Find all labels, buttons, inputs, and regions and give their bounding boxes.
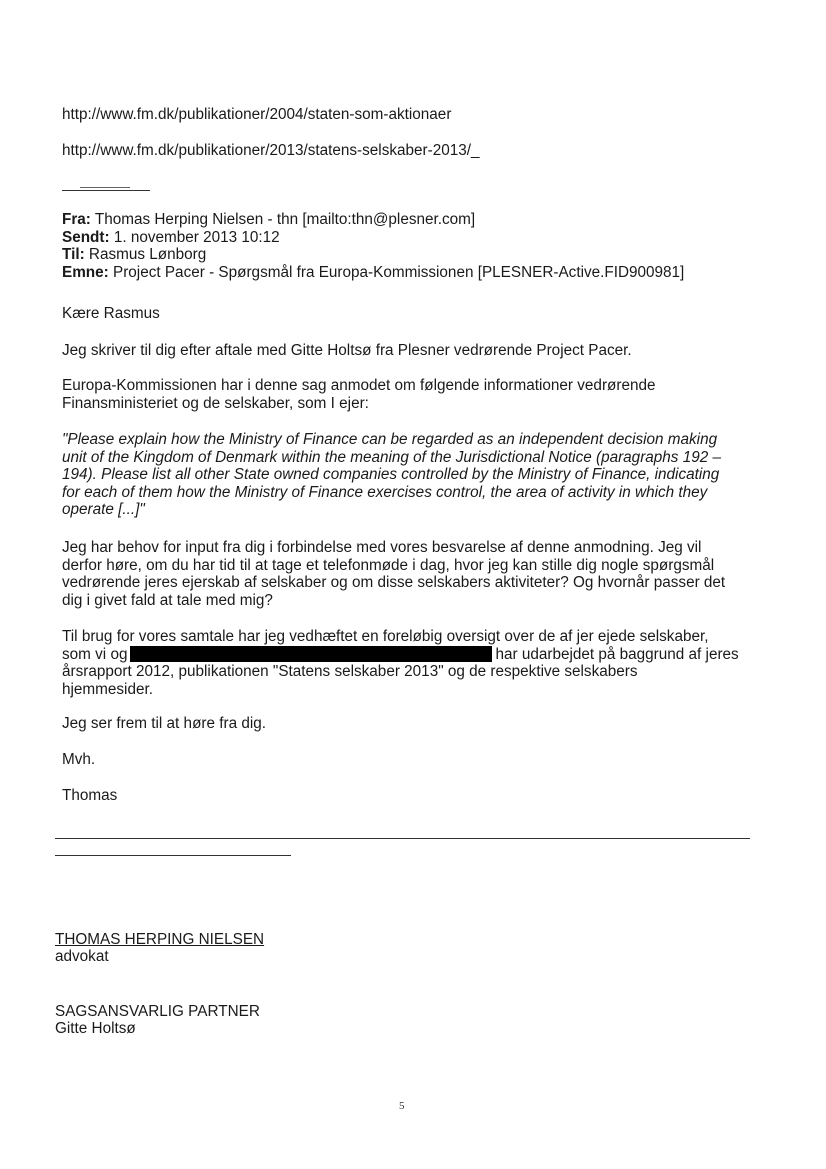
body-line: vedrørende jeres ejerskab af selskaber og om disse selskabers aktiviteter? Og hvornår passer det: [62, 574, 726, 591]
body-line: Jeg har behov for input fra dig i forbindelse med vores besvarelse af denne anmodning. Jeg vil: [62, 539, 702, 556]
quoted-request: [62, 431, 721, 519]
separator-medium: [55, 855, 291, 856]
signature-name[interactable]: THOMAS HERPING NIELSEN: [55, 931, 265, 948]
partner-label: SAGSANSVARLIG PARTNER: [55, 1003, 260, 1020]
sent-line: Sendt: 1. november 2013 10:12: [62, 228, 280, 246]
from-line: Fra: Thomas Herping Nielsen - thn [mailto:thn@plesner.com]: [62, 211, 476, 228]
paragraph-need-input: [62, 539, 725, 609]
to-line: Til: Rasmus Lønborg: [62, 246, 207, 263]
request-line: Finansministeriet og de selskaber, som I ejer:: [62, 394, 369, 412]
partner-name: Gitte Holtsø: [55, 1020, 136, 1037]
body-line-redacted: som vi og har udarbejdet på baggrund af jeres: [62, 645, 739, 663]
paragraph-closing: Jeg ser frem til at høre fra dig.: [62, 715, 267, 732]
request-line: Europa-Kommissionen har i denne sag anmodet om følgende informationer vedrørende: [62, 377, 656, 394]
paragraph-request: [62, 377, 656, 412]
url-line-1[interactable]: http://www.fm.dk/publikationer/2004/staten-som-aktionaer: [62, 106, 452, 123]
email-header: [62, 211, 684, 281]
body-line: årsrapport 2012, publikationen "Statens selskaber 2013" og de respektive selskabers: [62, 663, 638, 680]
sender-first-name: Thomas: [62, 787, 118, 804]
redaction-block: [130, 646, 492, 662]
paragraph-attachment: [62, 628, 739, 698]
quote-line: unit of the Kingdom of Denmark within the meaning of the Jurisdictional Notice (paragraphs 192 –: [62, 448, 721, 466]
quote-line: 194). Please list all other State owned companies controlled by the Ministry of Finance, indicating: [62, 466, 720, 483]
body-line: Til brug for vores samtale har jeg vedhæftet en foreløbig oversigt over de af jer ejede selskaber,: [62, 628, 709, 645]
url-line-2[interactable]: http://www.fm.dk/publikationer/2013/statens-selskaber-2013/_: [62, 142, 480, 159]
separator-short: [62, 190, 150, 191]
paragraph-intro: Jeg skriver til dig efter aftale med Gitte Holtsø fra Plesner vedrørende Project Pacer.: [62, 342, 632, 359]
body-line: hjemmesider.: [62, 680, 153, 698]
quote-line: operate [...]": [62, 501, 145, 518]
quote-line: "Please explain how the Ministry of Finance can be regarded as an independent decision making: [62, 431, 718, 448]
separator-long: [55, 838, 750, 839]
quote-line: for each of them how the Ministry of Finance exercises control, the area of activity in which they: [62, 483, 708, 501]
closing-salutation: Mvh.: [62, 751, 96, 768]
subject-line: Emne: Project Pacer - Spørgsmål fra Europa-Kommissionen [PLESNER-Active.FID900981]: [62, 263, 685, 281]
greeting: Kære Rasmus: [62, 305, 160, 322]
signature-title: advokat: [55, 948, 109, 965]
separator-short-overlay: [80, 187, 130, 188]
body-line: derfor høre, om du har tid til at tage et telefonmøde i dag, hvor jeg kan stille dig nogle spørgsmål: [62, 556, 715, 574]
body-line: dig i givet fald at tale med mig?: [62, 591, 273, 609]
page-number: 5: [399, 1100, 405, 1112]
